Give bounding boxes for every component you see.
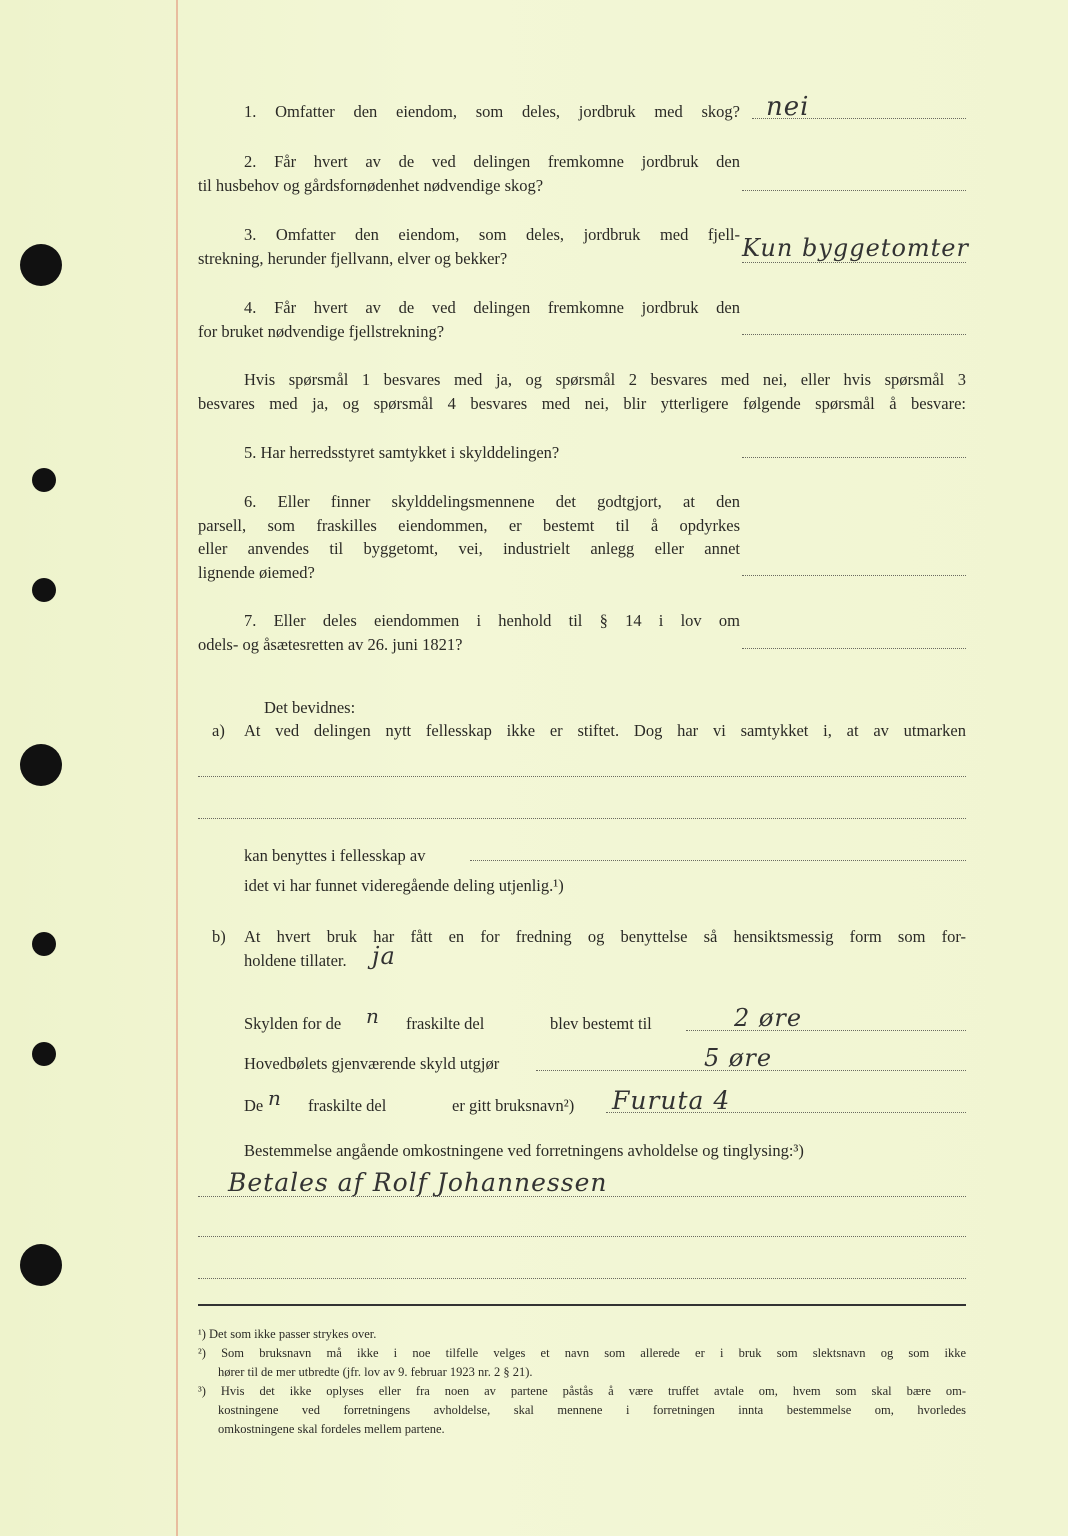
tax-label-pre: Skylden for de bbox=[244, 1014, 342, 1033]
attest-heading: Det bevidnes: bbox=[264, 698, 356, 717]
question-4-line1: 4. Får hvert av de ved delingen fremkomne jordbruk den bbox=[244, 298, 740, 317]
answer-line bbox=[742, 190, 966, 191]
instruction-line2: besvares med ja, og spørsmål 4 besvares med nei, blir ytterligere følgende spørsmål å besvare: bbox=[198, 394, 966, 413]
question-7-line2: odels- og åsætesretten av 26. juni 1821? bbox=[198, 635, 463, 654]
blank-line bbox=[198, 776, 966, 777]
question-5: 5. Har herredsstyret samtykket i skylddelingen? bbox=[244, 443, 560, 462]
answer-line bbox=[742, 648, 966, 649]
costs-answer: Betales af Rolf Johannessen bbox=[228, 1168, 608, 1197]
blank-line bbox=[198, 1278, 966, 1279]
name-label-given: er gitt bruksnavn²) bbox=[452, 1096, 575, 1115]
question-6-line2: parsell, som fraskilles eiendommen, er bestemt til å opdyrkes bbox=[198, 516, 740, 535]
instruction-line1: Hvis spørsmål 1 besvares med ja, og spørsmål 2 besvares med nei, eller hvis spørsmål 3 bbox=[244, 370, 966, 389]
tax-label-set: blev bestemt til bbox=[550, 1014, 652, 1033]
attest-b-line1: At hvert bruk har fått en for fredning og benyttelse så hensiktsmessig form som for- bbox=[244, 927, 966, 946]
question-7-line1: 7. Eller deles eiendommen i henhold til § 14 i lov om bbox=[244, 611, 740, 630]
margin-line bbox=[176, 0, 178, 1536]
punch-hole bbox=[20, 1244, 62, 1286]
footnote-2-line2: hører til de mer utbredte (jfr. lov av 9. februar 1923 nr. 2 § 21). bbox=[218, 1365, 533, 1379]
answer-line bbox=[742, 457, 966, 458]
attest-b-line2: holdene tillater. bbox=[244, 951, 347, 970]
attest-a-further: idet vi har funnet videregående deling utjenlig.¹) bbox=[244, 876, 564, 895]
question-6-line3: eller anvendes til byggetomt, vei, industrielt anlegg eller annet bbox=[198, 539, 740, 558]
footnote-1: ¹) Det som ikke passer strykes over. bbox=[198, 1327, 377, 1341]
remaining-value: 5 øre bbox=[704, 1044, 773, 1072]
name-label-post: fraskilte del bbox=[308, 1096, 387, 1115]
attest-b-answer: ja bbox=[372, 942, 396, 970]
blank-line bbox=[198, 1236, 966, 1237]
punch-hole bbox=[32, 468, 56, 492]
question-2-line2: til husbehov og gårdsfornødenhet nødvendige skog? bbox=[198, 176, 544, 195]
question-6-line1: 6. Eller finner skylddelingsmennene det godtgjort, at den bbox=[244, 492, 740, 511]
punch-hole bbox=[32, 932, 56, 956]
answer-line bbox=[742, 262, 966, 263]
name-label-fill: n bbox=[268, 1086, 282, 1110]
answer-line bbox=[742, 575, 966, 576]
tax-label-fill: n bbox=[366, 1004, 380, 1028]
blank-line bbox=[470, 860, 966, 861]
costs-label: Bestemmelse angående omkostningene ved forretningens avholdelse og tinglysing:³) bbox=[244, 1141, 804, 1160]
punch-hole bbox=[20, 244, 62, 286]
tax-value: 2 øre bbox=[734, 1004, 803, 1032]
answer-1: nei bbox=[766, 92, 810, 122]
attest-a-label: a) bbox=[212, 721, 225, 740]
blank-line bbox=[198, 818, 966, 819]
question-6-line4: lignende øiemed? bbox=[198, 563, 315, 582]
attest-a-text: At ved delingen nytt fellesskap ikke er stiftet. Dog har vi samtykket i, at av utmarken bbox=[244, 721, 966, 740]
footnote-3-line1: ³) Hvis det ikke oplyses eller fra noen av partene påstås å være truffet avtale om, hvem som skal bære om- bbox=[198, 1384, 966, 1398]
name-label-pre: De bbox=[244, 1096, 264, 1115]
answer-line bbox=[742, 334, 966, 335]
footnote-2-line1: ²) Som bruksnavn må ikke i noe tilfelle velges et navn som allerede er i bruk som slektsnavn og som ikke bbox=[198, 1346, 966, 1360]
attest-b-label: b) bbox=[212, 927, 226, 946]
question-1: 1. Omfatter den eiendom, som deles, jordbruk med skog? bbox=[244, 102, 740, 121]
answer-3: Kun byggetomter bbox=[742, 234, 969, 262]
tax-label-post: fraskilte del bbox=[406, 1014, 485, 1033]
value-line bbox=[686, 1030, 966, 1031]
footnote-3-line3: omkostningene skal fordeles mellem partene. bbox=[218, 1422, 445, 1436]
question-4-line2: for bruket nødvendige fjellstrekning? bbox=[198, 322, 445, 341]
attest-a-common: kan benyttes i fellesskap av bbox=[244, 846, 426, 865]
question-3-line2: strekning, herunder fjellvann, elver og bekker? bbox=[198, 249, 508, 268]
footnote-divider bbox=[198, 1304, 966, 1306]
punch-hole bbox=[32, 578, 56, 602]
remaining-label: Hovedbølets gjenværende skyld utgjør bbox=[244, 1054, 500, 1073]
question-3-line1: 3. Omfatter den eiendom, som deles, jordbruk med fjell- bbox=[244, 225, 740, 244]
punch-hole bbox=[20, 744, 62, 786]
name-value: Furuta 4 bbox=[612, 1086, 731, 1115]
question-2-line1: 2. Får hvert av de ved delingen fremkomne jordbruk den bbox=[244, 152, 740, 171]
punch-hole bbox=[32, 1042, 56, 1066]
footnote-3-line2: kostningene ved forretningens avholdelse, skal mennene i forretningen innta bestemmelse om, hvorledes bbox=[218, 1403, 966, 1417]
